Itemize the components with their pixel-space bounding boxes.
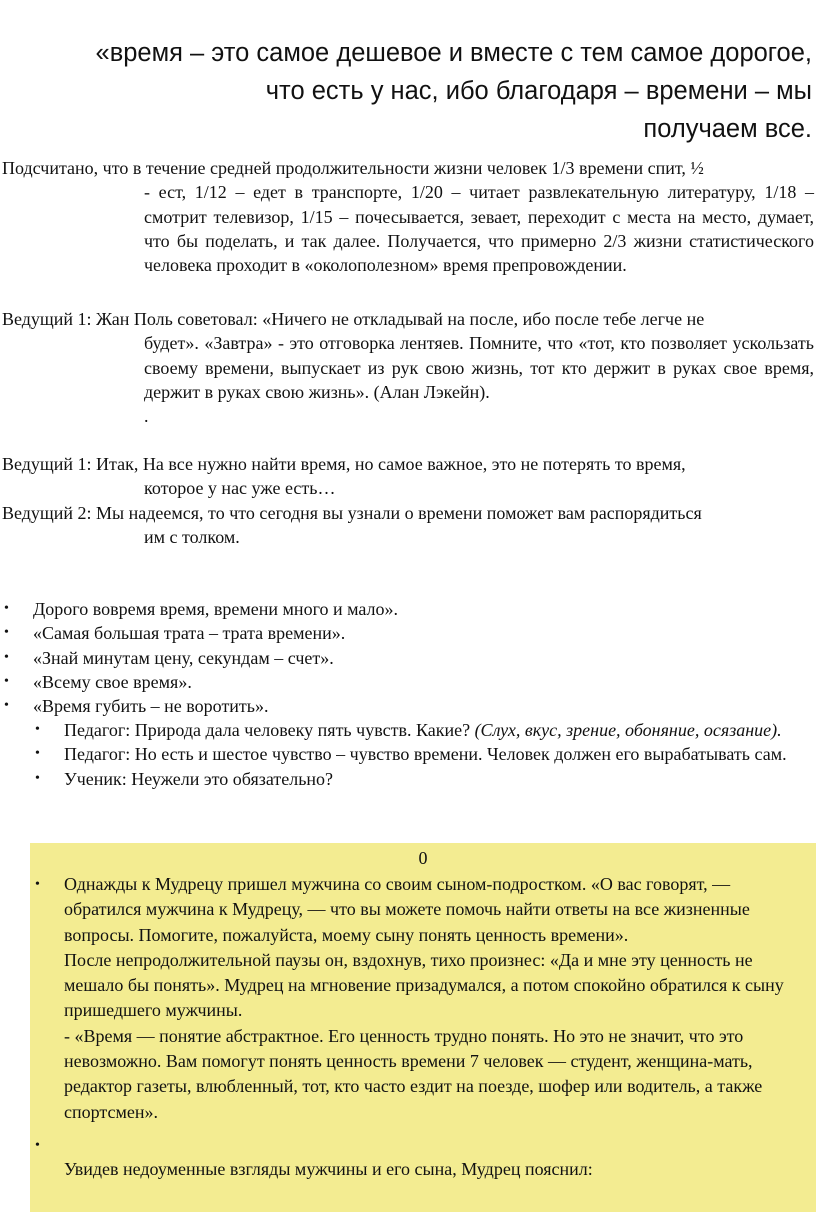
paragraph-host1-advice <box>2 307 814 428</box>
quote-line-2: что есть у нас, ибо благодаря – времени – мы <box>265 77 812 105</box>
bullet-icon: • <box>4 601 9 616</box>
paragraph-first-line: Ведущий 1: Итак, На все нужно найти время, но самое важное, это не потерять то время, <box>2 454 686 474</box>
story-paragraph: Однажды к Мудрецу пришел мужчина со своим сыном-подростком. «О вас говорят, — обратился мужчина к Мудрецу, — что вы можете помочь найти ответы на все жизненные вопросы. Помогите, пожалуйста, моему сыну понять ценность времени». <box>64 874 750 945</box>
proverbs-list <box>2 597 814 718</box>
list-item: • Педагог: Но есть и шестое чувство – чувство времени. Человек должен его вырабатывать сам. <box>2 742 814 766</box>
list-item: • Педагог: Природа дала человеку пять чувств. Какие? (Слух, вкус, зрение, обоняние, осязание). <box>2 718 814 742</box>
bullet-icon: • <box>35 877 40 892</box>
story-paragraph: Увидев недоуменные взгляды мужчины и его сына, Мудрец пояснил: <box>64 1158 593 1179</box>
paragraph-continuation: которое у нас уже есть… <box>144 478 336 499</box>
bullet-icon: • <box>4 649 9 665</box>
list-item: • «Время губить – не воротить». <box>2 694 814 718</box>
paragraph-continuation: будет». «Завтра» - это отговорка лентяев. Помните, что «тот, кто позволяет ускользать своему времени, выпускает из рук свою жизнь, тот кто держит в руках свое время, держит в руках свою жизнь». (Алан Лэкейн). <box>144 333 814 402</box>
answer-italic: (Слух, вкус, зрение, обоняние, осязание). <box>474 720 782 740</box>
list-item: • «Всему свое время». <box>2 670 814 694</box>
list-item: • «Самая большая трата – трата времени». <box>2 621 814 645</box>
story-list <box>2 872 816 1182</box>
list-item: • Дорого вовремя время, времени много и мало». <box>2 597 814 621</box>
paragraph-host1-conclusion <box>2 452 814 501</box>
section-number: 0 <box>418 848 428 868</box>
quote-line-1: «время – это самое дешевое и вместе с тем самое дорогое, <box>95 39 812 67</box>
bullet-icon: • <box>35 722 40 737</box>
paragraph-first-line: Ведущий 1: Жан Поль советовал: «Ничего не откладывай на после, ибо после тебе легче не <box>2 309 705 329</box>
list-item: • Ученик: Неужели это обязательно? <box>2 767 814 791</box>
bullet-icon: • <box>4 673 9 689</box>
story-paragraph: После непродолжительной паузы он, вздохнув, тихо произнес: «Да и мне эту ценность не мешало бы понять». Мудрец на мгновение призадумался, а потом спокойно обратился к сыну пришедшего мужчины. <box>64 949 784 1021</box>
paragraph-dot: . <box>144 406 149 427</box>
paragraph-statistics <box>2 156 814 277</box>
story-paragraph: - «Время — понятие абстрактное. Его ценность трудно понять. Но это не значит, что это невозможно. Вам помогут понять ценность времени 7 человек — студент, женщина-мать, редактор газеты, влюбленный, тот, кто часто ездит на поезде, шофер или водитель, а также спортсмен». <box>64 1025 763 1122</box>
bullet-icon: • <box>35 770 40 786</box>
epigraph-quote <box>12 34 812 148</box>
paragraph-first-line: Подсчитано, что в течение средней продолжительности жизни человек 1/3 времени спит, ½ <box>2 158 704 178</box>
bullet-icon: • <box>35 746 40 762</box>
list-item <box>2 872 816 1125</box>
dialogue-list <box>2 718 814 791</box>
bullet-icon: • <box>4 698 9 714</box>
quote-line-3: получаем все. <box>643 115 812 143</box>
paragraph-host2 <box>2 501 814 550</box>
bullet-icon: • <box>35 1137 40 1153</box>
paragraph-continuation: им с толком. <box>144 527 240 548</box>
paragraph-continuation: - ест, 1/12 – едет в транспорте, 1/20 – читает развлекательную литературу, 1/18 – смотрит телевизор, 1/15 – почесывается, зевает, переходит с места на место, думает, что бы поделать, и так далее. Получается, что примерно 2/3 жизни статистического человека проходит в «околополезном» время препровождении. <box>144 182 814 276</box>
list-item: • «Знай минутам цену, секундам – счет». <box>2 646 814 670</box>
list-item <box>2 1133 816 1182</box>
paragraph-first-line: Ведущий 2: Мы надеемся, то что сегодня вы узнали о времени поможет вам распорядиться <box>2 503 702 523</box>
bullet-icon: • <box>4 625 9 641</box>
